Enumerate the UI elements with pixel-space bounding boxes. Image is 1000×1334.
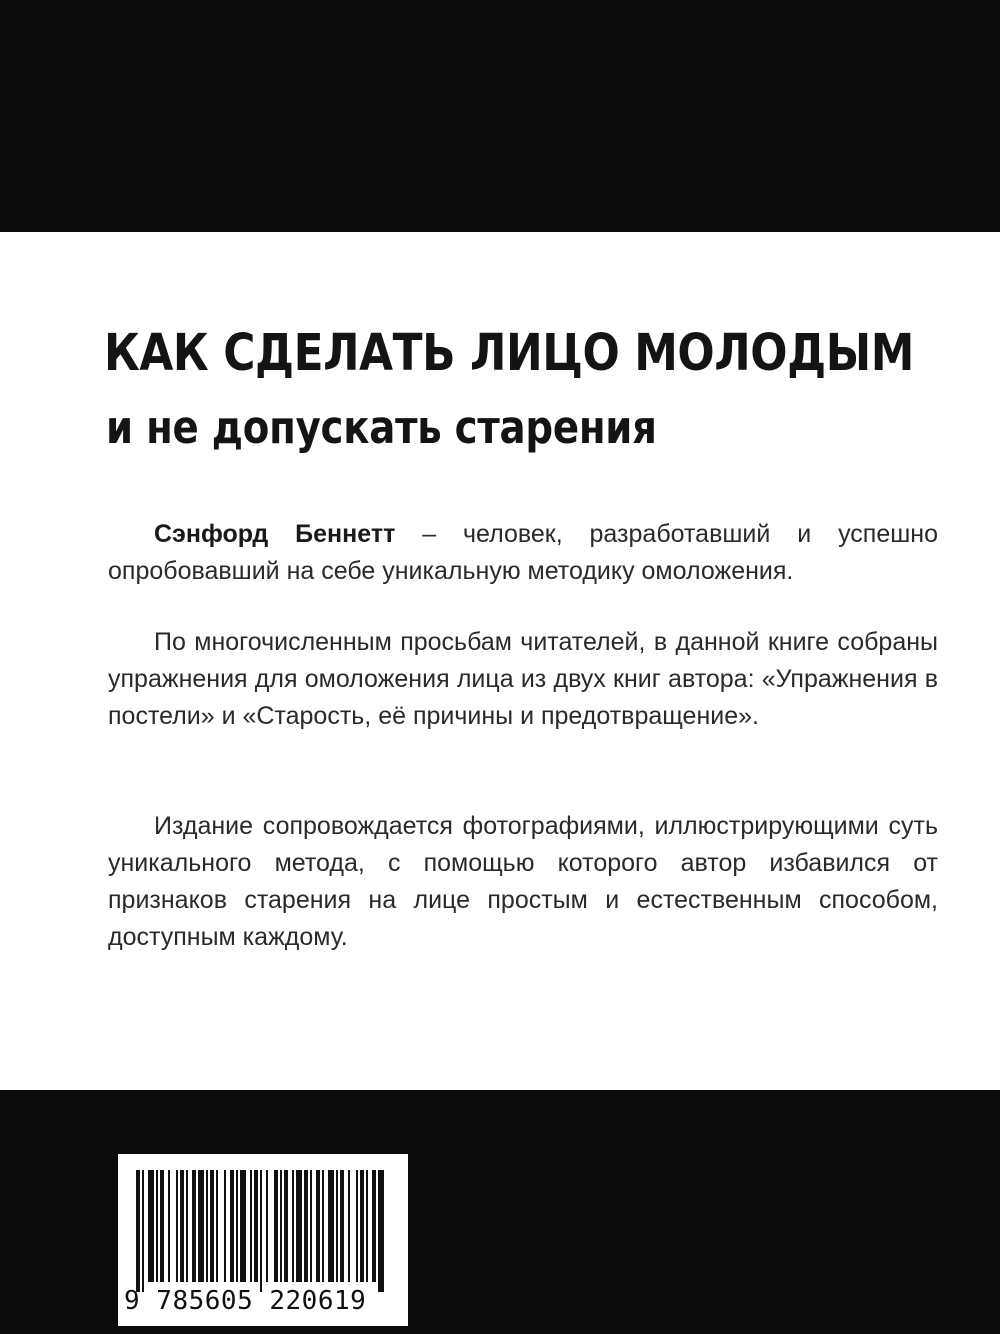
barcode-bar	[236, 1170, 238, 1282]
barcode-bar	[198, 1170, 204, 1282]
paragraph-author	[108, 516, 938, 590]
barcode-bar	[328, 1170, 334, 1282]
paragraph-edition: Издание сопровождается фотографиями, иллюстрирующими суть уникального метода, с помощью которого автор избавился от признаков старения на лице простым и естественным способом, доступным каждому.	[108, 812, 938, 951]
barcode-bar	[366, 1170, 368, 1282]
barcode-bar	[180, 1170, 184, 1282]
barcode-bar	[156, 1170, 158, 1282]
barcode-bar	[266, 1170, 268, 1282]
top-black-band	[0, 0, 1000, 232]
barcode-bar	[348, 1170, 350, 1282]
barcode-bar	[142, 1170, 144, 1292]
barcode-bar	[304, 1170, 308, 1282]
barcode-bar	[186, 1170, 188, 1282]
barcode-bar	[160, 1170, 164, 1282]
barcode-bar	[224, 1170, 226, 1282]
barcode-bar	[230, 1170, 234, 1282]
barcode-bar	[284, 1170, 288, 1282]
barcode-bar	[296, 1170, 302, 1282]
barcode-bar	[336, 1170, 338, 1282]
isbn-number: 9 785605 220619	[124, 1286, 367, 1316]
barcode-bar	[192, 1170, 196, 1282]
barcode-bar	[322, 1170, 324, 1282]
paragraph-contents: По многочисленным просьбам читателей, в данной книге собраны упражнения для омоложения лица из двух книг автора: «Упражнения в постели» и «Старость, её причины и предотвращение».	[108, 628, 938, 730]
barcode-bar	[378, 1170, 384, 1292]
barcode-bar	[210, 1170, 214, 1282]
barcode-bar	[240, 1170, 246, 1282]
barcode-bar	[216, 1170, 218, 1282]
barcode	[118, 1154, 408, 1326]
paragraph-author-text: – человек, разработавший и успешно опробовавший на себе уникальную методику омоложения.	[108, 520, 938, 585]
barcode-bar	[260, 1170, 262, 1292]
book-title: КАК СДЕЛАТЬ ЛИЦО МОЛОДЫМ	[104, 324, 914, 383]
barcode-bar	[168, 1170, 170, 1282]
barcode-bar	[136, 1170, 140, 1292]
barcode-bar	[274, 1170, 278, 1282]
barcode-bar	[372, 1170, 376, 1282]
barcode-bar	[316, 1170, 320, 1282]
barcode-bar	[310, 1170, 312, 1282]
barcode-bar	[360, 1170, 364, 1282]
author-name: Сэнфорд Беннетт	[154, 520, 396, 548]
barcode-bar	[206, 1170, 208, 1282]
barcode-bar	[340, 1170, 344, 1282]
barcode-bar	[250, 1170, 252, 1282]
book-subtitle: и не допускать старения	[106, 401, 657, 454]
barcode-bar	[292, 1170, 294, 1282]
barcode-bar	[280, 1170, 282, 1282]
barcode-bar	[254, 1170, 258, 1282]
barcode-bar	[176, 1170, 178, 1282]
barcode-bar	[148, 1170, 154, 1282]
barcode-bar	[356, 1170, 358, 1282]
